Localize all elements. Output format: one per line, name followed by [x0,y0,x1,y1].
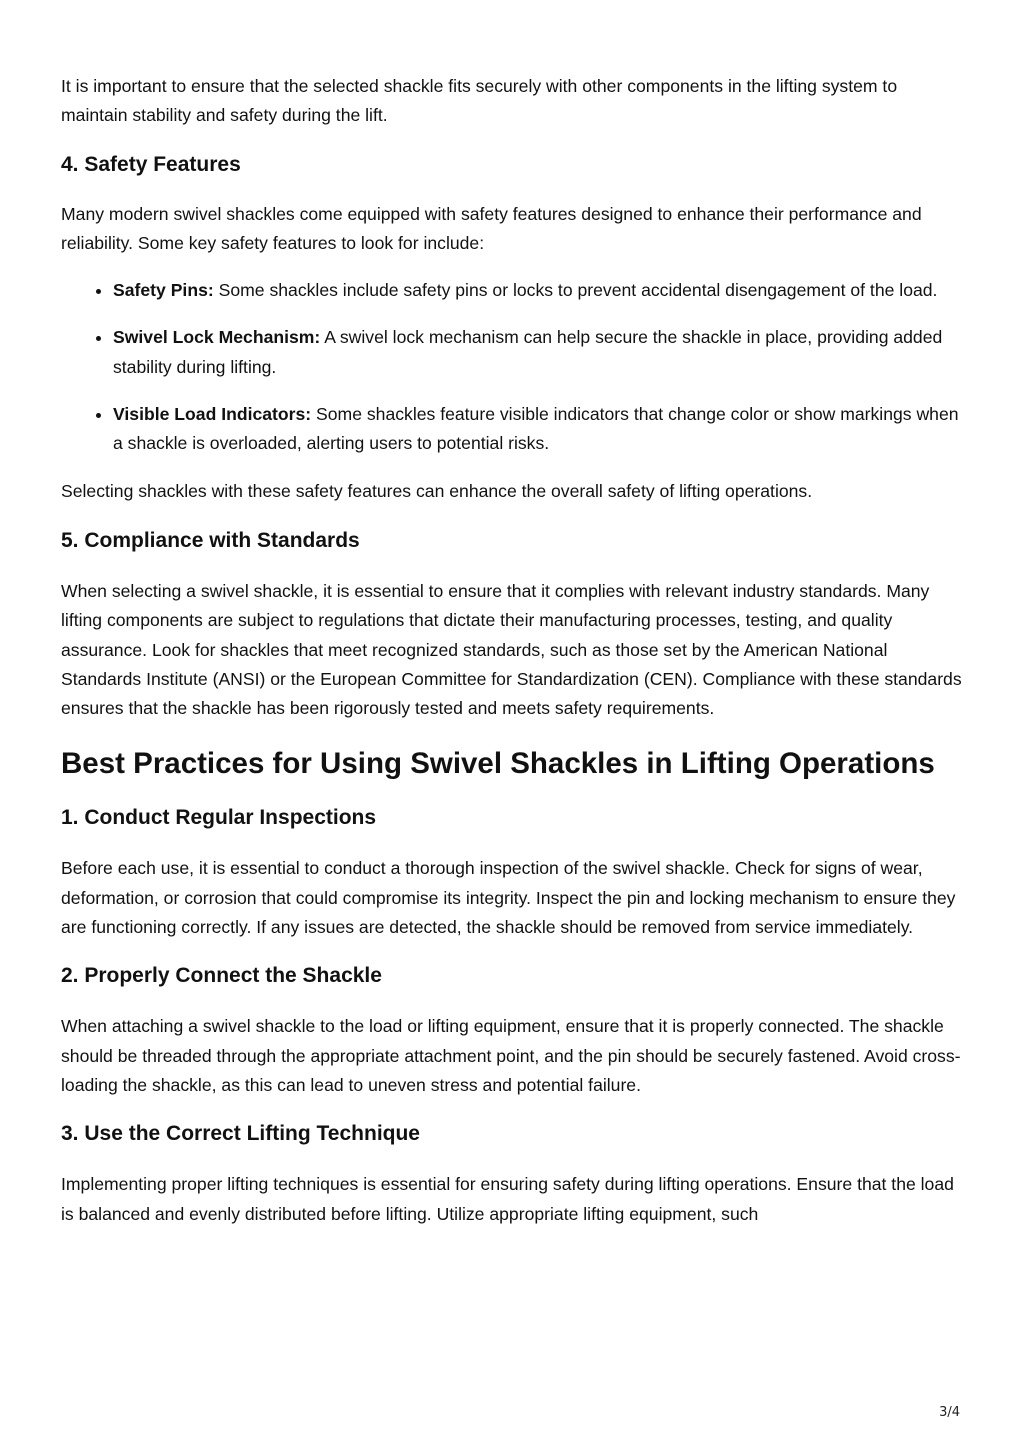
compliance-heading: 5. Compliance with Standards [61,528,360,552]
inspections-paragraph: Before each use, it is essential to conduct a thorough inspection of the swivel shackle. Check for signs of wear, deformation, or corrosion that could compromise its integrity. Inspect the pin and locking mechanism to ensure they are functioning correctly. If any issues are detected, the shackle should be removed from service immediately. [61,858,956,938]
list-item-text: Some shackles feature visible indicators that change color or show markings when a shackle is overloaded, alerting users to potential risks. [113,404,959,454]
safety-features-summary: Selecting shackles with these safety features can enhance the overall safety of lifting operations. [61,480,813,501]
compliance-paragraph: When selecting a swivel shackle, it is essential to ensure that it complies with relevant industry standards. Many lifting components are subject to regulations that dictate their manufacturing processes, testing, and quality assurance. Look for shackles that meet recognized standards, such as those set by the American National Standards Institute (ANSI) or the European Committee for Standardization (CEN). Compliance with these standards ensures that the shackle has been rigorously tested and meets safety requirements. [61,580,962,719]
safety-features-heading: 4. Safety Features [61,152,241,176]
best-practices-heading: Best Practices for Using Swivel Shackles in Lifting Operations [61,747,935,781]
technique-paragraph: Implementing proper lifting techniques is essential for ensuring safety during lifting operations. Ensure that the load is balanced and evenly distributed before lifting. Utilize appropriate lifting equipment, such [61,1174,954,1224]
safety-features-intro: Many modern swivel shackles come equipped with safety features designed to enhance their performance and reliability. Some key safety features to look for include: [61,203,922,253]
connect-paragraph: When attaching a swivel shackle to the load or lifting equipment, ensure that it is properly connected. The shackle should be threaded through the appropriate attachment point, and the pin should be securely fastened. Avoid cross-loading the shackle, as this can lead to uneven stress and potential failure. [61,1016,961,1095]
document-body [61,72,967,1229]
list-item-text: A swivel lock mechanism can help secure the shackle in place, providing added stability during lifting. [113,327,943,377]
list-item-term: Safety Pins: [113,280,214,301]
intro-paragraph: It is important to ensure that the selected shackle fits securely with other components in the lifting system to maintain stability and safety during the lift. [61,76,898,126]
inspections-heading: 1. Conduct Regular Inspections [61,806,377,830]
list-item [113,400,967,459]
connect-heading: 2. Properly Connect the Shackle [61,964,382,988]
technique-heading: 3. Use the Correct Lifting Technique [61,1122,420,1146]
list-item [113,323,967,382]
list-item-term: Swivel Lock Mechanism: [113,327,321,348]
list-item-text: Some shackles include safety pins or locks to prevent accidental disengagement of the load. [213,280,938,301]
page-number: 3/4 [939,1405,960,1420]
list-item-term: Visible Load Indicators: [113,404,312,425]
list-item [113,276,967,305]
safety-features-list [61,276,967,458]
